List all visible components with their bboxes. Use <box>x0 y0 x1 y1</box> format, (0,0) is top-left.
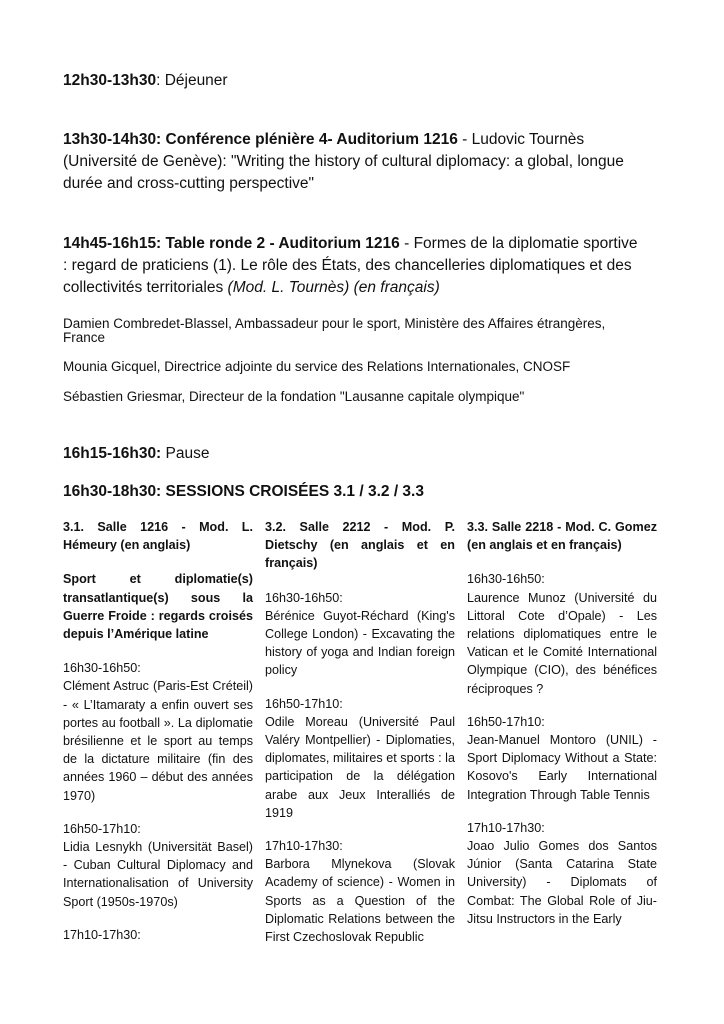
sessions-heading: 16h30-18h30: SESSIONS CROISÉES 3.1 / 3.2 / 3.3 <box>63 483 424 500</box>
roundtable-line-3-text: collectivités territoriales <box>63 279 228 296</box>
session-slot <box>63 820 253 911</box>
plenary-line-3: durée and cross-cutting perspective" <box>63 175 315 192</box>
slot-text: Laurence Munoz (Université du Littoral Cote d’Opale) - Les relations diplomatiques entre le Vatican et le Comité International Olympique (CIO), des bénéfices réciproques ? <box>467 590 657 696</box>
lunch-entry: 12h30-13h30: Déjeuner <box>63 72 228 89</box>
speaker-1-line-2: France <box>63 330 106 345</box>
session-column-3-3 <box>467 518 657 943</box>
session-slot <box>63 926 253 944</box>
speaker-2: Mounia Gicquel, Directrice adjointe du service des Relations Internationales, CNOSF <box>63 359 571 374</box>
plenary-line-1 <box>63 129 663 151</box>
plenary-title: 13h30-14h30: Conférence plénière 4- Auditorium 1216 <box>63 131 458 148</box>
lunch-time: 12h30-13h30 <box>63 72 157 89</box>
session-slot <box>467 713 657 804</box>
roundtable-line-3 <box>63 277 663 299</box>
session-slot <box>467 819 657 928</box>
roundtable-title: 14h45-16h15: Table ronde 2 - Auditorium 1216 <box>63 235 400 252</box>
slot-time: 16h50-17h10: <box>467 714 545 729</box>
session-slot <box>265 589 455 680</box>
session-slot <box>63 659 253 805</box>
slot-time: 16h50-17h10: <box>265 696 343 711</box>
slot-text: Odile Moreau (Université Paul Valéry Montpellier) - Diplomaties, diplomates, militaires et sports : la participation de la délégation arabe aux Jeux Interalliés de 1919 <box>265 714 455 820</box>
slot-time: 16h30-16h50: <box>265 590 343 605</box>
roundtable-line-2: : regard de praticiens (1). Le rôle des États, des chancelleries diplomatiques et des <box>63 257 632 274</box>
slot-text: Joao Julio Gomes dos Santos Júnior (Santa Catarina State University) - Diplomats of Combat: The Global Role of Jiu-Jitsu Instructors in the Early <box>467 839 657 926</box>
slot-text: Jean-Manuel Montoro (UNIL) - Sport Diplomacy Without a State: Kosovo's Early International Integration Through Table Tennis <box>467 733 657 802</box>
session-header: 3.2. Salle 2212 - Mod. P. Dietschy (en anglais et en français) <box>265 520 455 571</box>
slot-text: Bérénice Guyot-Réchard (King's College London) - Excavating the history of yoga and Indian foreign policy <box>265 608 455 678</box>
plenary-line-2: (Université de Genève): "Writing the history of cultural diplomacy: a global, longue <box>63 153 624 170</box>
session-slot <box>467 570 657 697</box>
slot-time: 16h30-16h50: <box>467 572 545 587</box>
slot-time: 16h50-17h10: <box>63 821 141 836</box>
slot-time: 17h10-17h30: <box>265 839 343 854</box>
slot-time: 17h10-17h30: <box>467 820 545 835</box>
session-header: 3.3. Salle 2218 - Mod. C. Gomez (en anglais et en français) <box>467 520 657 553</box>
slot-time: 17h10-17h30: <box>63 927 141 942</box>
speaker-1-line-1: Damien Combredet-Blassel, Ambassadeur pour le sport, Ministère des Affaires étrangères, <box>63 316 606 331</box>
slot-text: Clément Astruc (Paris-Est Créteil) - « L’Itamaraty a enfin ouvert ses portes au football ». La diplomatie brésilienne et le sport au temps de la dictature militaire (fin des années 1960 – début des années 1970) <box>63 679 253 803</box>
roundtable-moderator: (Mod. L. Tournès) (en français) <box>227 279 440 296</box>
session-column-3-2 <box>265 518 455 961</box>
roundtable-line-1 <box>63 233 663 255</box>
session-column-3-1 <box>63 518 253 959</box>
pause-time: 16h15-16h30: <box>63 445 162 462</box>
slot-time: 16h30-16h50: <box>63 661 141 676</box>
session-slot <box>265 695 455 822</box>
session-header: 3.1. Salle 1216 - Mod. L. Hémeury (en anglais) <box>63 520 253 553</box>
pause-entry <box>63 443 663 465</box>
roundtable-topic: - Formes de la diplomatie sportive <box>399 235 638 252</box>
slot-text: Lidia Lesnykh (Universität Basel) - Cuban Cultural Diplomacy and Internationalisation of University Sport (1950s-1970s) <box>63 840 253 909</box>
plenary-speaker: - Ludovic Tournès <box>457 131 585 148</box>
speaker-3: Sébastien Griesmar, Directeur de la fondation "Lausanne capitale olympique" <box>63 389 525 404</box>
session-title: Sport et diplomatie(s) transatlantique(s) sous la Guerre Froide : regards croisés depuis l’Amérique latine <box>63 572 253 642</box>
session-slot <box>265 837 455 946</box>
pause-label: Pause <box>161 445 210 462</box>
slot-text: Barbora Mlynekova (Slovak Academy of science) - Women in Sports as a Question of the Diplomatic Relations between the First Czechoslovak Republic <box>265 857 455 945</box>
lunch-label: Déjeuner <box>164 72 228 89</box>
